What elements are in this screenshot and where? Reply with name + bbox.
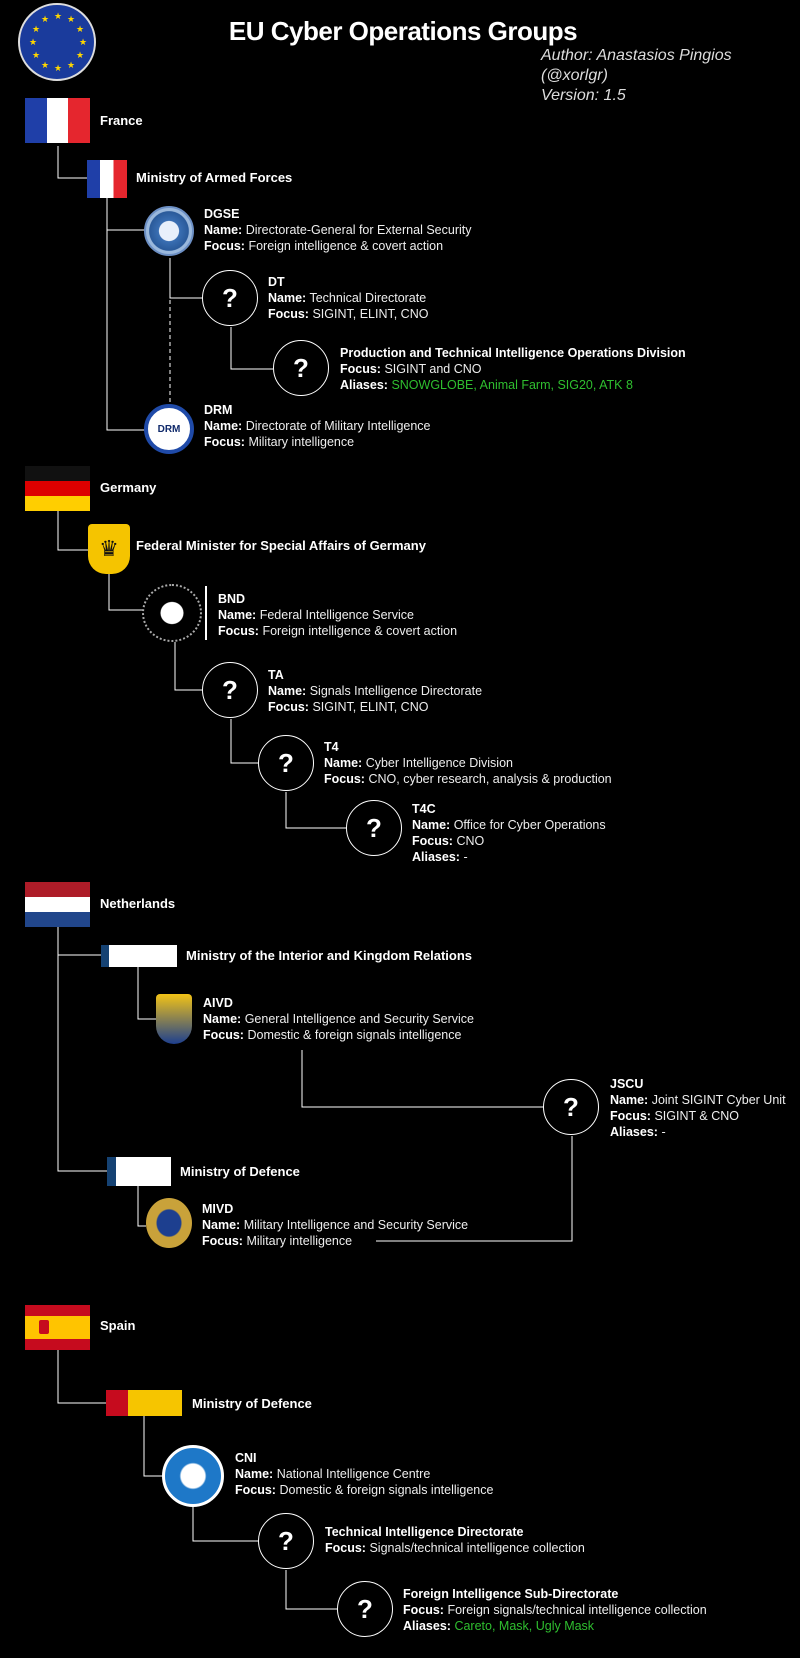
aivd-title: AIVD: [203, 996, 233, 1010]
ministry-defence-nl: Ministry of Defence: [180, 1164, 300, 1179]
cni-seal-icon: [162, 1445, 224, 1507]
node-bnd: [218, 591, 457, 639]
t4c-unknown-icon: ?: [346, 800, 402, 856]
author-text: Author: Anastasios Pingios (@xorlgr): [541, 47, 732, 84]
fisd-aliases: Careto, Mask, Ugly Mask: [454, 1619, 595, 1633]
node-t4: [324, 739, 612, 787]
focus-label: Focus:: [268, 700, 309, 714]
node-ta: [268, 667, 482, 715]
node-mivd: [202, 1201, 468, 1249]
line-bnd-ta: [175, 642, 202, 690]
netherlands-flag-icon: [25, 882, 90, 927]
name-label: Name:: [268, 291, 307, 305]
focus-label: Focus:: [204, 435, 245, 449]
focus-label: Focus:: [218, 624, 259, 638]
marianne-logo-icon: [87, 160, 127, 198]
name-label: Name:: [204, 419, 243, 433]
jscu-name: Joint SIGINT Cyber Unit: [651, 1093, 786, 1107]
line-ministry-cni: [144, 1416, 162, 1476]
focus-label: Focus:: [202, 1234, 243, 1248]
drm-seal-icon: DRM: [144, 404, 194, 454]
line-ministry-bnd: [109, 574, 145, 610]
ta-name: Signals Intelligence Directorate: [309, 684, 483, 698]
ministry-special-affairs: Federal Minister for Special Affairs of Germany: [136, 538, 426, 553]
line-dt-ptiod: [231, 327, 273, 369]
france-flag-icon: [25, 98, 90, 143]
tid-focus: Signals/technical intelligence collection: [369, 1541, 585, 1555]
ta-unknown-icon: ?: [202, 662, 258, 718]
jscu-aliases: -: [661, 1125, 666, 1139]
line-interior-aivd: [138, 967, 156, 1019]
line-germany-ministry: [58, 511, 88, 550]
drm-name: Directorate of Military Intelligence: [245, 419, 431, 433]
line-ta-t4: [231, 719, 258, 763]
mivd-title: MIVD: [202, 1202, 234, 1216]
jscu-unknown-icon: ?: [543, 1079, 599, 1135]
cni-name: National Intelligence Centre: [276, 1467, 431, 1481]
t4-title: T4: [324, 740, 339, 754]
author-info: [541, 46, 800, 106]
line-nl-interior: [58, 927, 101, 955]
ta-focus: SIGINT, ELINT, CNO: [312, 700, 429, 714]
cni-title: CNI: [235, 1451, 257, 1465]
eu-flag-icon: ★ ★ ★ ★ ★ ★ ★ ★ ★ ★ ★ ★: [18, 3, 96, 81]
ministry-armed-forces: Ministry of Armed Forces: [136, 170, 293, 185]
mivd-seal-icon: [146, 1198, 192, 1248]
country-netherlands: Netherlands: [100, 896, 176, 911]
mivd-name: Military Intelligence and Security Service: [243, 1218, 469, 1232]
node-fisd: [403, 1586, 707, 1634]
name-label: Name:: [203, 1012, 242, 1026]
aliases-label: Aliases:: [412, 850, 460, 864]
ministry-interior: Ministry of the Interior and Kingdom Relations: [186, 948, 473, 963]
aliases-label: Aliases:: [610, 1125, 658, 1139]
focus-label: Focus:: [203, 1028, 244, 1042]
dt-unknown-icon: ?: [202, 270, 258, 326]
bnd-focus: Foreign intelligence & covert action: [262, 624, 458, 638]
mivd-focus: Military intelligence: [246, 1234, 353, 1248]
jscu-focus: SIGINT & CNO: [654, 1109, 739, 1123]
name-label: Name:: [235, 1467, 274, 1481]
node-drm: [204, 402, 431, 450]
bnd-name: Federal Intelligence Service: [259, 608, 414, 622]
line-nl-defence: [58, 955, 107, 1171]
aivd-crest-icon: [156, 994, 192, 1044]
node-t4c: [412, 801, 606, 865]
node-tid: [325, 1524, 585, 1556]
ministry-defence-nl-logo-icon: [107, 1157, 171, 1186]
focus-label: Focus:: [268, 307, 309, 321]
focus-label: Focus:: [235, 1483, 276, 1497]
t4-name: Cyber Intelligence Division: [365, 756, 513, 770]
tid-title: Technical Intelligence Directorate: [325, 1525, 524, 1539]
ministry-defence-es-logo-icon: [106, 1390, 182, 1416]
jscu-title: JSCU: [610, 1077, 644, 1091]
ministry-interior-logo-icon: [101, 945, 177, 967]
line-t4-t4c: [286, 792, 346, 828]
node-ptiod: [340, 345, 686, 393]
drm-focus: Military intelligence: [248, 435, 355, 449]
fisd-title: Foreign Intelligence Sub-Directorate: [403, 1587, 619, 1601]
t4c-aliases: -: [463, 850, 468, 864]
ptiod-aliases: SNOWGLOBE, Animal Farm, SIG20, ATK 8: [391, 378, 633, 392]
focus-label: Focus:: [403, 1603, 444, 1617]
t4-focus: CNO, cyber research, analysis & production: [368, 772, 612, 786]
line-spain-ministry: [58, 1350, 106, 1403]
name-label: Name:: [218, 608, 257, 622]
name-label: Name:: [412, 818, 451, 832]
country-france: France: [100, 113, 143, 128]
fisd-focus: Foreign signals/technical intelligence collection: [447, 1603, 707, 1617]
line-france-ministry: [58, 146, 88, 178]
dt-name: Technical Directorate: [309, 291, 427, 305]
aivd-focus: Domestic & foreign signals intelligence: [247, 1028, 462, 1042]
dgse-title: DGSE: [204, 207, 240, 221]
aliases-label: Aliases:: [403, 1619, 451, 1633]
dgse-name: Directorate-General for External Security: [245, 223, 472, 237]
t4c-focus: CNO: [456, 834, 485, 848]
line-dgse-dt: [170, 258, 202, 298]
name-label: Name:: [610, 1093, 649, 1107]
aivd-name: General Intelligence and Security Service: [244, 1012, 474, 1026]
node-jscu: [610, 1076, 786, 1140]
country-germany: Germany: [100, 480, 157, 495]
name-label: Name:: [202, 1218, 241, 1232]
tid-unknown-icon: ?: [258, 1513, 314, 1569]
page-title: EU Cyber Operations Groups: [228, 16, 578, 46]
ta-title: TA: [268, 668, 284, 682]
spain-flag-icon: [25, 1305, 90, 1350]
cni-focus: Domestic & foreign signals intelligence: [279, 1483, 494, 1497]
drm-title: DRM: [204, 403, 233, 417]
ptiod-unknown-icon: ?: [273, 340, 329, 396]
node-dgse: [204, 206, 471, 254]
ministry-defence-es: Ministry of Defence: [192, 1396, 312, 1411]
name-label: Name:: [204, 223, 243, 237]
name-label: Name:: [268, 684, 307, 698]
name-label: Name:: [324, 756, 363, 770]
line-cni-tid: [193, 1505, 258, 1541]
dgse-focus: Foreign intelligence & covert action: [248, 239, 444, 253]
fisd-unknown-icon: ?: [337, 1581, 393, 1637]
aliases-label: Aliases:: [340, 378, 388, 392]
focus-label: Focus:: [412, 834, 453, 848]
german-eagle-icon: ♛: [88, 524, 130, 574]
line-tid-fisd: [286, 1570, 337, 1609]
dgse-seal-icon: [144, 206, 194, 256]
t4c-title: T4C: [412, 802, 436, 816]
t4-unknown-icon: ?: [258, 735, 314, 791]
bnd-title: BND: [218, 592, 246, 606]
ptiod-focus: SIGINT and CNO: [384, 362, 482, 376]
line-defence-mivd: [138, 1186, 146, 1226]
focus-label: Focus:: [324, 772, 365, 786]
ptiod-title: Production and Technical Intelligence Operations Division: [340, 346, 686, 360]
dt-title: DT: [268, 275, 285, 289]
focus-label: Focus:: [325, 1541, 366, 1555]
node-aivd: [203, 995, 474, 1043]
bnd-divider: [205, 586, 207, 640]
focus-label: Focus:: [340, 362, 381, 376]
germany-flag-icon: [25, 466, 90, 511]
node-cni: [235, 1450, 493, 1498]
country-spain: Spain: [100, 1318, 136, 1333]
line-aivd-jscu: [302, 1050, 543, 1107]
line-ministry-drm: [107, 198, 145, 430]
version-text: Version: 1.5: [541, 87, 626, 104]
bnd-seal-icon: [142, 584, 202, 642]
focus-label: Focus:: [204, 239, 245, 253]
focus-label: Focus:: [610, 1109, 651, 1123]
node-dt: [268, 274, 428, 322]
dt-focus: SIGINT, ELINT, CNO: [312, 307, 429, 321]
t4c-name: Office for Cyber Operations: [453, 818, 606, 832]
